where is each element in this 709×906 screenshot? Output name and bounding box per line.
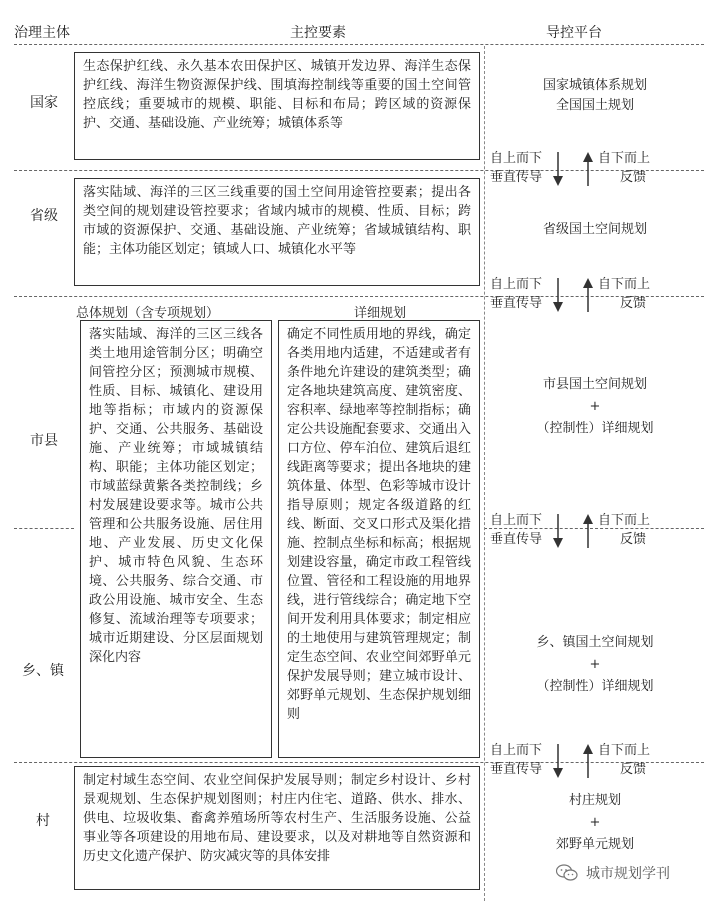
down-arrow-icon — [552, 514, 564, 548]
up-label-1: 自下而上 — [598, 277, 651, 292]
up-arrow-icon — [582, 744, 594, 778]
down-arrow-icon — [552, 744, 564, 778]
level-provincial: 省级 — [30, 208, 58, 224]
platform-national-2: 全国国土规划 — [555, 98, 634, 113]
arrow-group-3 — [486, 512, 709, 556]
header-governance: 治理主体 — [14, 25, 70, 41]
detailed-plan-title: 详细规划 — [354, 306, 407, 321]
down-arrow-icon — [552, 278, 564, 312]
arrow-group-4 — [486, 742, 709, 786]
up-label-1: 自下而上 — [598, 743, 651, 758]
up-label-2: 反馈 — [620, 762, 647, 777]
up-arrow-icon — [582, 514, 594, 548]
separator-city — [14, 528, 74, 529]
arrow-group-2 — [486, 276, 709, 320]
overall-plan-title: 总体规划（含专项规划） — [76, 306, 220, 321]
down-label-1: 自上而下 — [490, 151, 543, 166]
national-elements-box: 生态保护红线、永久基本农田保护区、城镇开发边界、海洋生态保护红线、海洋生物资源保护线、围填海控制线等重要的国土空间管控底线；重要城市的规模、职能、目标和布局；跨区域的资源保护、交通、基础设施、产业统筹；城镇体系等 — [74, 52, 480, 160]
platform-township — [488, 632, 702, 698]
header-underline — [14, 44, 704, 45]
platform-provincial — [488, 220, 702, 240]
header-control-elements: 主控要素 — [290, 25, 346, 41]
platform-township-1: 乡、镇国土空间规划 — [536, 635, 654, 650]
up-arrow-icon — [582, 152, 594, 186]
up-label-1: 自下而上 — [598, 151, 651, 166]
platform-city-2: （控制性）详细规划 — [536, 421, 654, 436]
wechat-icon — [556, 864, 578, 882]
overall-plan-box: 落实陆域、海洋的三区三线各类土地用途管制分区；明确空间管控分区；预测城市规模、性质、目标、城镇化、建设用地等指标；市域内的资源保护、交通、公共服务、基础设施、产业统筹；市域城镇结构、职能；主体功能区划定；市域蓝绿黄紫各类控制线；乡村发展建设要求等。城市公共管理和公共服务设施、居住用地、产业发展、历史文化保护、城市特色风貌、生态环境、公共服务、综合交通、市政公用设施、城市安全、生态修复、流域治理等专项要求；城市近期建设、分区层面规划深化内容 — [80, 320, 272, 758]
down-label-2: 垂直传导 — [490, 296, 543, 311]
level-township: 乡、镇 — [22, 663, 64, 679]
up-arrow-icon — [582, 278, 594, 312]
provincial-elements-box: 落实陆域、海洋的三区三线重要的国土空间用途管控要素；提出各类空间的规划建设管控要求；省域内城市的规模、性质、目标；跨市域的资源保护、交通、基础设施、产业统筹；省域城镇结构、职能；主体功能区划定；镇域人口、城镇化水平等 — [74, 178, 480, 286]
platform-national — [488, 76, 702, 116]
platform-township-2: （控制性）详细规划 — [536, 679, 654, 694]
up-label-2: 反馈 — [620, 170, 647, 185]
platform-city-plus: + — [589, 399, 601, 414]
platform-city — [488, 374, 702, 440]
down-label-2: 垂直传导 — [490, 170, 543, 185]
down-label-1: 自上而下 — [490, 277, 543, 292]
header-platform: 导控平台 — [546, 25, 602, 41]
platform-village-2: 郊野单元规划 — [555, 837, 634, 852]
watermark-text: 城市规划学刊 — [586, 866, 670, 882]
platform-village-plus: + — [589, 815, 601, 830]
up-label-2: 反馈 — [620, 532, 647, 547]
platform-village-1: 村庄规划 — [568, 793, 621, 808]
platform-provincial-1: 省级国土空间规划 — [542, 222, 647, 237]
down-arrow-icon — [552, 152, 564, 186]
detailed-plan-box: 确定不同性质用地的界线，确定各类用地内适建，不适建或者有条件地允许建设的建筑类型；确定各地块建筑高度、建筑密度、容积率、绿地率等控制指标；确定公共设施配套要求、交通出入口方位、停车泊位、建筑后退红线距离等要求；提出各地块的建筑体量、体型、色彩等城市设计指导原则；规定各级道路的红线、断面、交叉口形式及渠化措施、控制点坐标和标高；根据规划建设容量，确定市政工程管线位置、管径和工程设施的用地界线，进行管线综合；确定地下空间开发利用具体要求；制定相应的土地使用与建筑管理规定；制定生态空间、农业空间郊野单元保护发展导则；建立城市设计、郊野单元规划、生态保护规划细则 — [278, 320, 480, 758]
platform-national-1: 国家城镇体系规划 — [542, 78, 647, 93]
village-elements-box: 制定村域生态空间、农业空间保护发展导则；制定乡村设计、乡村景观规划、生态保护规划图则；村庄内住宅、道路、供水、排水、供电、垃圾收集、畜禽养殖场所等农村生产、生活服务设施、公益事业等各项建设的用地布局、建设要求，以及对耕地等自然资源和历史文化遗产保护、防灾减灾等的具体安排 — [74, 766, 480, 890]
level-village: 村 — [36, 813, 50, 829]
column-divider — [484, 46, 485, 901]
up-label-2: 反馈 — [620, 296, 647, 311]
down-label-1: 自上而下 — [490, 513, 543, 528]
platform-city-1: 市县国土空间规划 — [542, 377, 647, 392]
level-city-county: 市县 — [30, 433, 58, 449]
platform-township-plus: + — [589, 657, 601, 672]
down-label-1: 自上而下 — [490, 743, 543, 758]
platform-village — [488, 790, 702, 856]
level-national: 国家 — [30, 95, 58, 111]
down-label-2: 垂直传导 — [490, 532, 543, 547]
arrow-group-1 — [486, 150, 709, 194]
up-label-1: 自下而上 — [598, 513, 651, 528]
down-label-2: 垂直传导 — [490, 762, 543, 777]
